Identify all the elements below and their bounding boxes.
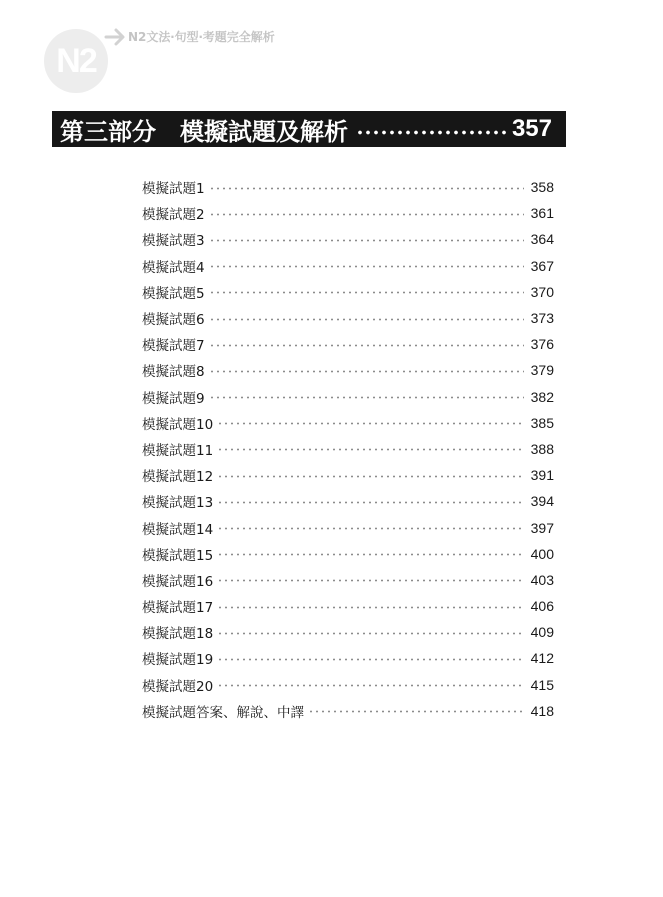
toc-entry[interactable] (142, 200, 554, 226)
dot-leader (217, 475, 524, 478)
toc-entry-label: 模擬試題14 (142, 521, 214, 538)
toc-entry-page-number: 394 (530, 493, 554, 510)
toc-entry[interactable] (142, 541, 554, 567)
toc-entry-page-number: 385 (530, 414, 554, 431)
toc-entry-page-number: 400 (530, 545, 554, 562)
toc-entry[interactable] (142, 331, 554, 357)
dot-leader (209, 370, 524, 373)
toc-entry-label: 模擬試題9 (142, 390, 205, 407)
toc-entry[interactable] (142, 410, 554, 436)
toc-entry-page-number: 391 (530, 467, 554, 484)
toc-entry-page-number: 376 (530, 336, 554, 353)
toc-entry-label: 模擬試題15 (142, 547, 214, 564)
toc-entry-page-number: 418 (530, 702, 554, 719)
toc-entry-page-number: 415 (530, 676, 554, 693)
toc-entry-label: 模擬試題18 (142, 626, 214, 643)
dot-leader (217, 684, 524, 687)
toc-entry[interactable] (142, 174, 554, 200)
toc-entry-label: 模擬試題17 (142, 600, 214, 617)
toc-entry-label: 模擬試題19 (142, 652, 214, 669)
toc-entry-page-number: 358 (530, 179, 554, 196)
toc-entry-page-number: 364 (530, 231, 554, 248)
toc-entry[interactable] (142, 305, 554, 331)
section-page-number: 357 (511, 115, 552, 142)
toc-entry-page-number: 397 (530, 519, 554, 536)
dot-leader (209, 396, 524, 399)
n2-logo-badge (44, 29, 108, 93)
toc-entry[interactable] (142, 384, 554, 410)
toc-entry-label: 模擬試題20 (142, 678, 214, 695)
toc-entry[interactable] (142, 619, 554, 645)
toc-entry-label: 模擬試題7 (142, 338, 205, 355)
dot-leader (209, 344, 524, 347)
dot-leader (217, 553, 524, 556)
toc-entry[interactable] (142, 593, 554, 619)
toc-entry[interactable] (142, 698, 554, 724)
toc-entry[interactable] (142, 488, 554, 514)
toc-entry-page-number: 382 (530, 388, 554, 405)
toc-entry[interactable] (142, 514, 554, 540)
dot-leader (209, 318, 524, 321)
toc-entry-label: 模擬試題10 (142, 416, 214, 433)
toc-entry-label: 模擬試題5 (142, 285, 205, 302)
dot-leader (217, 527, 524, 530)
toc-entry-label: 模擬試題答案、解說、中譯 (142, 704, 304, 721)
dot-leader (209, 213, 524, 216)
toc-entry[interactable] (142, 357, 554, 383)
toc-entry-label: 模擬試題3 (142, 233, 205, 250)
section-heading-banner[interactable] (52, 111, 566, 147)
banner-dot-leader (356, 130, 508, 135)
toc-entry[interactable] (142, 436, 554, 462)
arrow-right-icon (104, 26, 128, 48)
toc-entry[interactable] (142, 226, 554, 252)
toc-entry-label: 模擬試題2 (142, 207, 205, 224)
dot-leader (217, 422, 524, 425)
toc-entry-label: 模擬試題4 (142, 259, 205, 276)
dot-leader (209, 291, 524, 294)
toc-entry[interactable] (142, 462, 554, 488)
toc-entry-page-number: 361 (530, 205, 554, 222)
toc-entry-page-number: 379 (530, 362, 554, 379)
dot-leader (209, 187, 524, 190)
toc-entry-page-number: 388 (530, 440, 554, 457)
toc-entry-label: 模擬試題11 (142, 442, 214, 459)
dot-leader (209, 239, 524, 242)
table-of-contents (142, 174, 554, 724)
toc-entry-label: 模擬試題6 (142, 312, 205, 329)
toc-entry[interactable] (142, 253, 554, 279)
logo-text: N2 (56, 42, 96, 80)
book-title: N2文法‧句型‧考題完全解析 (128, 30, 275, 44)
dot-leader (308, 710, 524, 713)
dot-leader (217, 658, 524, 661)
toc-entry-page-number: 370 (530, 283, 554, 300)
dot-leader (217, 606, 524, 609)
toc-entry-label: 模擬試題1 (142, 181, 205, 198)
toc-entry-page-number: 367 (530, 257, 554, 274)
toc-entry-page-number: 373 (530, 310, 554, 327)
dot-leader (217, 579, 524, 582)
dot-leader (217, 448, 524, 451)
section-title: 第三部分 模擬試題及解析 (60, 117, 348, 146)
toc-entry-label: 模擬試題13 (142, 495, 214, 512)
dot-leader (209, 265, 524, 268)
toc-entry[interactable] (142, 672, 554, 698)
toc-entry[interactable] (142, 279, 554, 305)
toc-entry-page-number: 412 (530, 650, 554, 667)
toc-entry[interactable] (142, 567, 554, 593)
toc-entry-label: 模擬試題12 (142, 469, 214, 486)
toc-entry-label: 模擬試題16 (142, 573, 214, 590)
toc-entry-label: 模擬試題8 (142, 364, 205, 381)
dot-leader (217, 632, 524, 635)
toc-entry-page-number: 406 (530, 598, 554, 615)
dot-leader (217, 501, 524, 504)
toc-entry-page-number: 403 (530, 571, 554, 588)
toc-entry-page-number: 409 (530, 624, 554, 641)
toc-entry[interactable] (142, 645, 554, 671)
